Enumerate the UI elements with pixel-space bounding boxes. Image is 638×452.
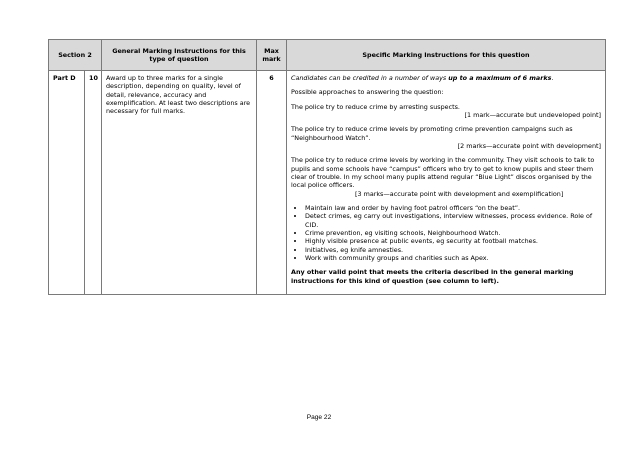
page-number: Page 22 [306,414,332,421]
marking-table [48,39,606,295]
list-item: • Crime prevention, eg visiting schools, Neighbourhood Watch. [305,229,601,237]
table-row [49,71,606,295]
example-2-mark: [2 marks—accurate point with development] [457,141,601,150]
part-cell: Part D [49,71,85,295]
example-1-text: The police try to reduce crime by arresting suspects. [291,102,460,111]
list-item: • Detect crimes, eg carry out investigations, interview witnesses, process evidence. Role of CID. [305,212,601,229]
header-general: General Marking Instructions for this type of question [102,40,257,71]
max-mark-value: 6 [257,71,287,295]
example-2-text: The police try to reduce crime levels by promoting crime prevention campaigns such as “Neighbourhood Watch”. [291,125,573,142]
specific-instructions [287,71,606,295]
list-item: • Maintain law and order by having foot patrol officers “on the beat”. [305,204,601,212]
header-section: Section 2 [49,40,102,71]
intro-paragraph [291,74,601,82]
header-max-mark: Max mark [257,40,287,71]
intro-italic: Candidates can be credited in a number of ways [291,74,449,82]
example-1-mark: [1 mark—accurate but undeveloped point] [464,110,601,119]
approaches-text: Possible approaches to answering the question: [291,88,444,97]
example-3-mark: [3 marks—accurate point with development and exemplification] [355,189,564,198]
closing-note: Any other valid point that meets the criteria described in the general marking instructions for this kind of question (see column to left). [291,268,574,285]
list-item: • Highly visible presence at public events, eg security at football matches. [305,237,601,245]
example-2 [291,125,601,150]
example-1 [291,103,601,120]
question-number: 10 [85,71,102,295]
general-instructions: Award up to three marks for a single description, depending on quality, level of detail, relevance, accuracy and exemplification. At least two descriptions are necessary for full marks. [102,71,257,295]
header-specific: Specific Marking Instructions for this question [287,40,606,71]
intro-bold: up to a maximum of 6 marks [448,74,552,82]
example-3 [291,156,601,198]
list-item: • Initiatives, eg knife amnesties. [305,246,601,254]
example-3-text: The police try to reduce crime levels by working in the community. They visit schools to talk to pupils and some schools have “campus” officers who try to get to know pupils and steer them clear of trouble. In my school many pupils attend regular “Blue Light” discos organised by the local police officers. [291,156,595,190]
header-row [49,40,606,71]
list-item: • Work with community groups and charities such as Apex. [305,254,601,262]
bullet-list [291,204,601,262]
intro-end: . [551,74,554,82]
